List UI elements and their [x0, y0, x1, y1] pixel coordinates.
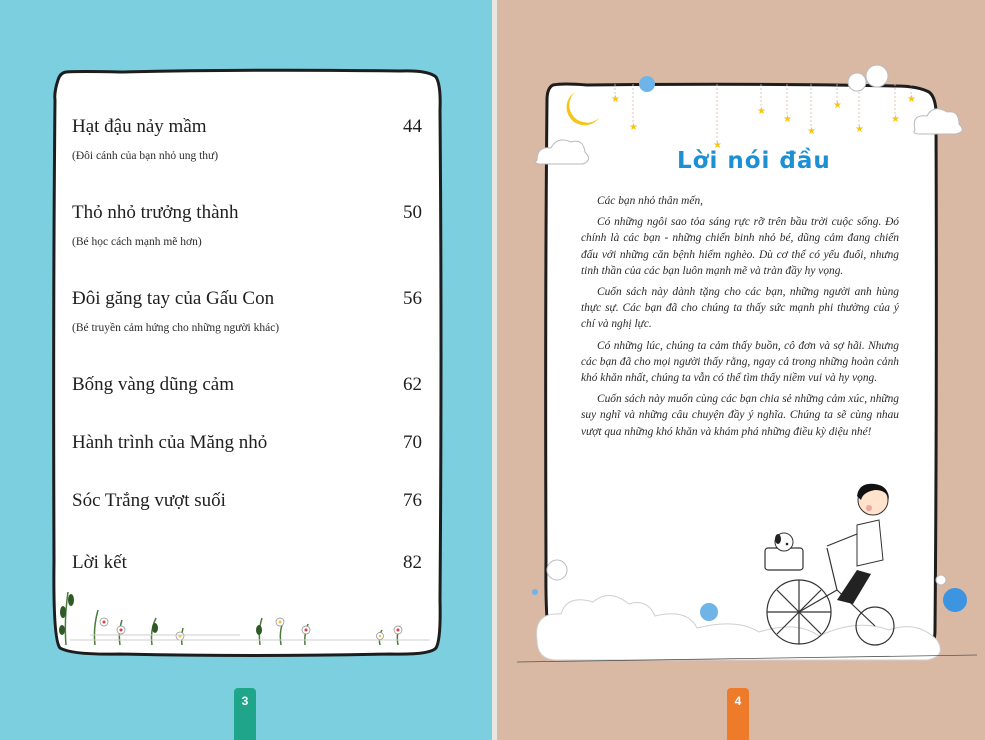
- svg-text:★: ★: [629, 122, 638, 133]
- toc-entry-page: 62: [403, 374, 422, 395]
- svg-text:★: ★: [907, 94, 916, 105]
- svg-text:★: ★: [807, 126, 816, 137]
- toc-entry[interactable]: [72, 490, 422, 512]
- toc-entry-title: Đôi găng tay của Gấu Con: [72, 288, 275, 309]
- preface-paragraph: Có những lúc, chúng ta cảm thấy buồn, cô đơn và sợ hãi. Nhưng các bạn đã cho mọi người thấy rằng, ngay cả trong những hoàn cảnh khó khăn nhất, chúng ta vẫn có thể tìm thấy niềm vui và hy vọng.: [581, 339, 899, 385]
- toc-entry-title: Lời kết: [72, 552, 127, 573]
- toc-entry-title: Sóc Trắng vượt suối: [72, 490, 226, 511]
- toc-entry-subtitle: (Bé học cách mạnh mẽ hơn): [72, 236, 202, 248]
- svg-text:★: ★: [783, 114, 792, 125]
- preface-paragraph: Cuốn sách này dành tặng cho các bạn, những người anh hùng thực sự. Các bạn đã cho chúng ta thấy sức mạnh phi thường của ý chí và nghị lực.: [581, 286, 899, 331]
- toc-entry[interactable]: [72, 202, 422, 248]
- svg-text:★: ★: [611, 94, 620, 105]
- svg-text:★: ★: [713, 140, 722, 151]
- right-page: [497, 0, 985, 740]
- toc-entry-title: Hành trình của Măng nhỏ: [72, 432, 268, 453]
- toc-entry-title: Thỏ nhỏ trưởng thành: [72, 202, 239, 223]
- toc-entry-title: Hạt đậu nảy mầm: [72, 116, 207, 137]
- svg-text:★: ★: [757, 106, 766, 117]
- preface-paragraph: Có những ngôi sao tỏa sáng rực rỡ trên bầu trời cuộc sống. Đó chính là các bạn - những chiến binh nhỏ bé, dũng cảm đang chiến đấu với những căn bệnh hiểm nghèo. Dù cơ thể có yếu đuối, nhưng tinh thần của các bạn luôn mạnh mẽ và tràn đầy hy vọng.: [581, 216, 899, 277]
- toc-entry-page: 70: [403, 432, 422, 453]
- toc-entry[interactable]: [72, 288, 422, 334]
- svg-text:★: ★: [833, 100, 842, 111]
- toc-entry-page: 56: [403, 288, 422, 309]
- toc-entry-page: 76: [403, 490, 422, 511]
- toc-entry-page: 82: [403, 552, 422, 573]
- toc-entry-page: 44: [403, 116, 422, 137]
- svg-text:★: ★: [855, 124, 864, 135]
- toc-entry[interactable]: [72, 116, 422, 162]
- toc-entry[interactable]: [72, 432, 422, 454]
- toc-entry-title: Bống vàng dũng cảm: [72, 374, 235, 395]
- page-number-badge: 3: [234, 688, 256, 740]
- toc-entry[interactable]: [72, 552, 422, 574]
- toc-entry-subtitle: (Bé truyền cảm hứng cho những người khác): [72, 322, 280, 334]
- preface-body: [581, 193, 899, 445]
- toc-entry-subtitle: (Đôi cánh của bạn nhỏ ung thư): [72, 150, 219, 162]
- toc-entry-page: 50: [403, 202, 422, 223]
- left-page: [0, 0, 492, 740]
- toc-frame: [0, 0, 492, 740]
- svg-text:★: ★: [891, 114, 900, 125]
- toc-entry[interactable]: [72, 374, 422, 396]
- page-number-badge: 4: [727, 688, 749, 740]
- preface-heading: Lời nói đầu: [677, 148, 831, 174]
- preface-paragraph: Cuốn sách này muốn cùng các bạn chia sẻ những cảm xúc, những suy nghĩ và những câu chuyện đầy ý nghĩa. Chúng ta sẽ cùng nhau vượt qua những khó khăn và khám phá những điều kỳ diệu nhé!: [581, 393, 899, 438]
- preface-greeting: Các bạn nhỏ thân mến,: [597, 195, 703, 207]
